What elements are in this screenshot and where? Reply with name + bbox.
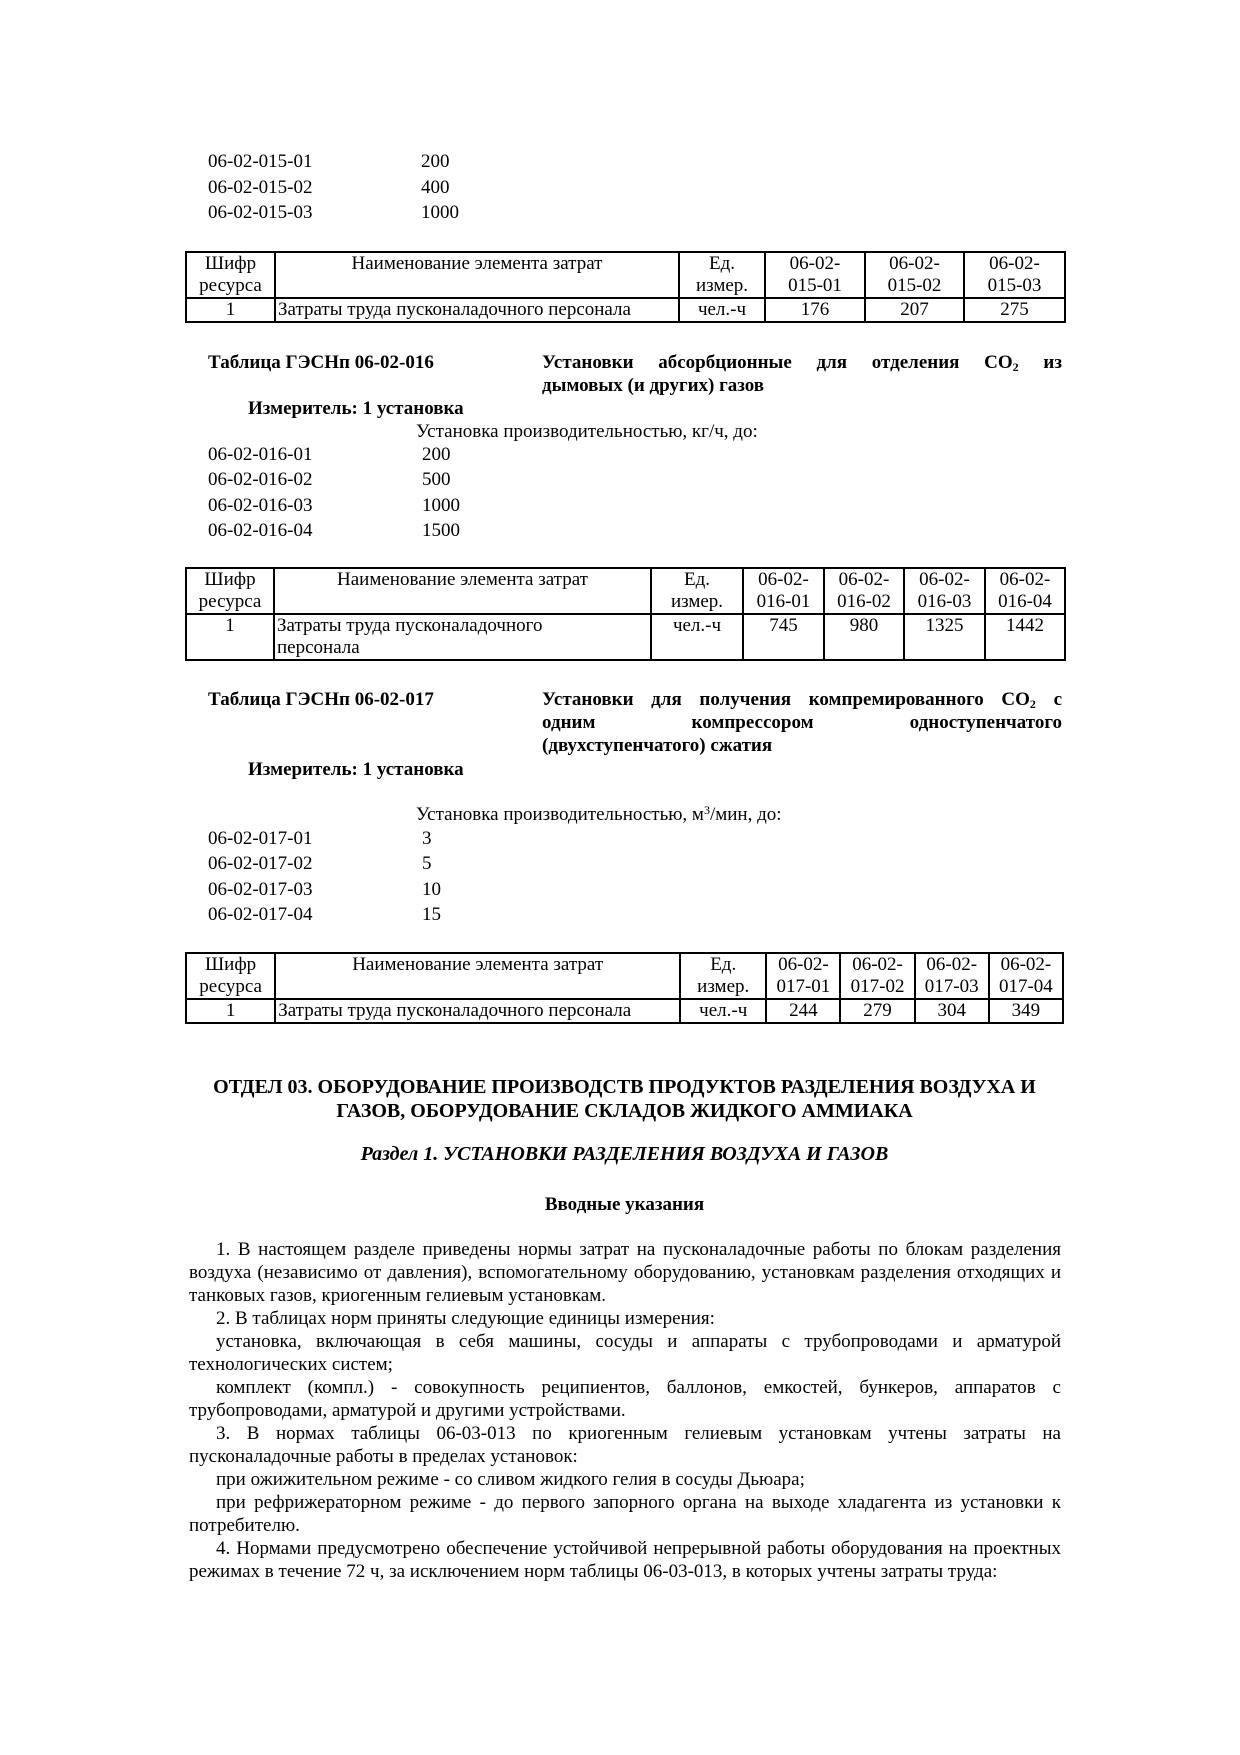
paragraph: 3. В нормах таблицы 06-03-013 по криогенным гелиевым установкам учтены затраты на пусконаладочные работы в пределах установок: <box>189 1423 1061 1467</box>
cell: 1442 <box>985 614 1065 660</box>
header-cell: 06-02- 017-03 <box>915 953 989 999</box>
item-code: 06-02-016-02 <box>208 469 313 490</box>
cell: чел.-ч <box>680 999 766 1023</box>
table-title: Установки абсорбционные для отделения $CO_2$ из <box>542 352 1062 374</box>
item-value: 400 <box>421 177 450 198</box>
table-title: Установки для получения компремированного $CO_2$ с <box>542 689 1062 711</box>
item-value: 200 <box>422 444 451 465</box>
cell: 176 <box>765 298 865 322</box>
item-code: 06-02-015-01 <box>208 151 313 172</box>
header-cell: 06-02- 015-03 <box>964 252 1065 298</box>
item-value: 3 <box>422 828 432 849</box>
table-title-line: одним компрессором одноступенчатого <box>542 712 1062 733</box>
item-value: 1000 <box>422 495 460 516</box>
header-cell: Ед. измер. <box>680 953 766 999</box>
cell: Затраты труда пусконаладочного персонала <box>275 298 679 322</box>
table-header-row <box>186 252 1065 298</box>
capacity-caption: Установка производительностью, кг/ч, до: <box>416 421 758 442</box>
paragraph: при ожижительном режиме - со сливом жидкого гелия в сосуды Дьюара; <box>216 1469 805 1490</box>
item-value: 1500 <box>422 520 460 541</box>
cell: чел.-ч <box>679 298 765 322</box>
item-value: 15 <box>422 904 441 925</box>
header-cell: 06-02- 015-01 <box>765 252 865 298</box>
item-code: 06-02-015-02 <box>208 177 313 198</box>
cell: 980 <box>824 614 904 660</box>
item-value: 1000 <box>421 202 459 223</box>
table-header-row <box>186 953 1063 999</box>
header-cell: Ед. измер. <box>679 252 765 298</box>
item-value: 200 <box>421 151 450 172</box>
measure-unit: Измеритель: 1 установка <box>248 398 464 419</box>
header-cell: 06-02- 017-01 <box>766 953 840 999</box>
header-cell: Наименование элемента затрат <box>275 252 679 298</box>
header-cell: Ед. измер. <box>651 568 743 614</box>
table-row <box>186 999 1063 1023</box>
table-label: Таблица ГЭСНп 06-02-016 <box>208 352 434 373</box>
table-title-line: дымовых (и других) газов <box>542 375 765 396</box>
item-code: 06-02-015-03 <box>208 202 313 223</box>
item-code: 06-02-017-04 <box>208 904 313 925</box>
norms-table-017 <box>185 952 1064 1024</box>
header-cell: Шифр ресурса <box>186 252 275 298</box>
header-cell: 06-02- 016-04 <box>985 568 1065 614</box>
item-value: 10 <box>422 879 441 900</box>
cell: Затраты труда пусконаладочного персонала <box>274 614 651 660</box>
paragraph: 2. В таблицах норм приняты следующие единицы измерения: <box>216 1308 715 1329</box>
item-code: 06-02-017-01 <box>208 828 313 849</box>
norms-table-015 <box>185 251 1066 323</box>
table-title-line: (двухступенчатого) сжатия <box>542 735 773 756</box>
paragraph: установка, включающая в себя машины, сосуды и аппараты с трубопроводами и арматурой технологических систем; <box>189 1331 1061 1375</box>
cell: 304 <box>915 999 989 1023</box>
header-cell: Наименование элемента затрат <box>274 568 651 614</box>
paragraph: 4. Нормами предусмотрено обеспечение устойчивой непрерывной работы оборудования на проектных режимах в течение 72 ч, за исключением норм таблицы 06-03-013, в которых учтены затраты труда: <box>189 1538 1061 1582</box>
intro-heading: Вводные указания <box>544 1194 705 1215</box>
item-code: 06-02-017-03 <box>208 879 313 900</box>
table-label: Таблица ГЭСНп 06-02-017 <box>208 689 434 710</box>
measure-unit: Измеритель: 1 установка <box>248 759 464 780</box>
item-code: 06-02-016-04 <box>208 520 313 541</box>
cell: 244 <box>766 999 840 1023</box>
table-row <box>186 298 1065 322</box>
table-row <box>186 614 1065 660</box>
cell: 1 <box>186 999 275 1023</box>
cell: чел.-ч <box>651 614 743 660</box>
paragraph: 1. В настоящем разделе приведены нормы затрат на пусконаладочные работы по блокам разделения воздуха (независимо от давления), вспомогательному оборудованию, установкам разделения отходящих и танковых газов, криогенным гелиевым установкам. <box>189 1239 1061 1306</box>
table-header-row <box>186 568 1065 614</box>
cell: 275 <box>964 298 1065 322</box>
cell: 349 <box>989 999 1063 1023</box>
department-heading: ОТДЕЛ 03. ОБОРУДОВАНИЕ ПРОИЗВОДСТВ ПРОДУКТОВ РАЗДЕЛЕНИЯ ВОЗДУХА И ГАЗОВ, ОБОРУДОВАНИЕ СКЛАДОВ ЖИДКОГО АММИАКА <box>213 1076 1036 1122</box>
item-code: 06-02-016-03 <box>208 495 313 516</box>
item-code: 06-02-017-02 <box>208 853 313 874</box>
item-value: 5 <box>422 853 432 874</box>
paragraph: комплект (компл.) - совокупность реципиентов, баллонов, емкостей, бункеров, аппаратов с трубопроводами, арматурой и другими устройствами. <box>189 1377 1061 1421</box>
section-heading: Раздел 1. УСТАНОВКИ РАЗДЕЛЕНИЯ ВОЗДУХА И ГАЗОВ <box>360 1143 889 1165</box>
cell: 207 <box>865 298 964 322</box>
header-cell: 06-02- 017-04 <box>989 953 1063 999</box>
cell: 1325 <box>904 614 985 660</box>
cell: 1 <box>186 614 274 660</box>
capacity-caption: Установка производительностью, $м^3$/мин, до: <box>416 803 782 825</box>
cell: 279 <box>840 999 914 1023</box>
header-cell: 06-02- 016-02 <box>824 568 904 614</box>
header-cell: Шифр ресурса <box>186 953 275 999</box>
item-value: 500 <box>422 469 451 490</box>
cell: 1 <box>186 298 275 322</box>
header-cell: Шифр ресурса <box>186 568 274 614</box>
header-cell: 06-02- 016-03 <box>904 568 985 614</box>
header-cell: 06-02- 016-01 <box>743 568 824 614</box>
header-cell: 06-02- 015-02 <box>865 252 964 298</box>
cell: 745 <box>743 614 824 660</box>
cell: Затраты труда пусконаладочного персонала <box>275 999 680 1023</box>
item-code: 06-02-016-01 <box>208 444 313 465</box>
header-cell: Наименование элемента затрат <box>275 953 680 999</box>
header-cell: 06-02- 017-02 <box>840 953 914 999</box>
norms-table-016 <box>185 567 1066 661</box>
paragraph: при рефрижераторном режиме - до первого запорного органа на выходе хладагента из установки к потребителю. <box>189 1492 1061 1536</box>
